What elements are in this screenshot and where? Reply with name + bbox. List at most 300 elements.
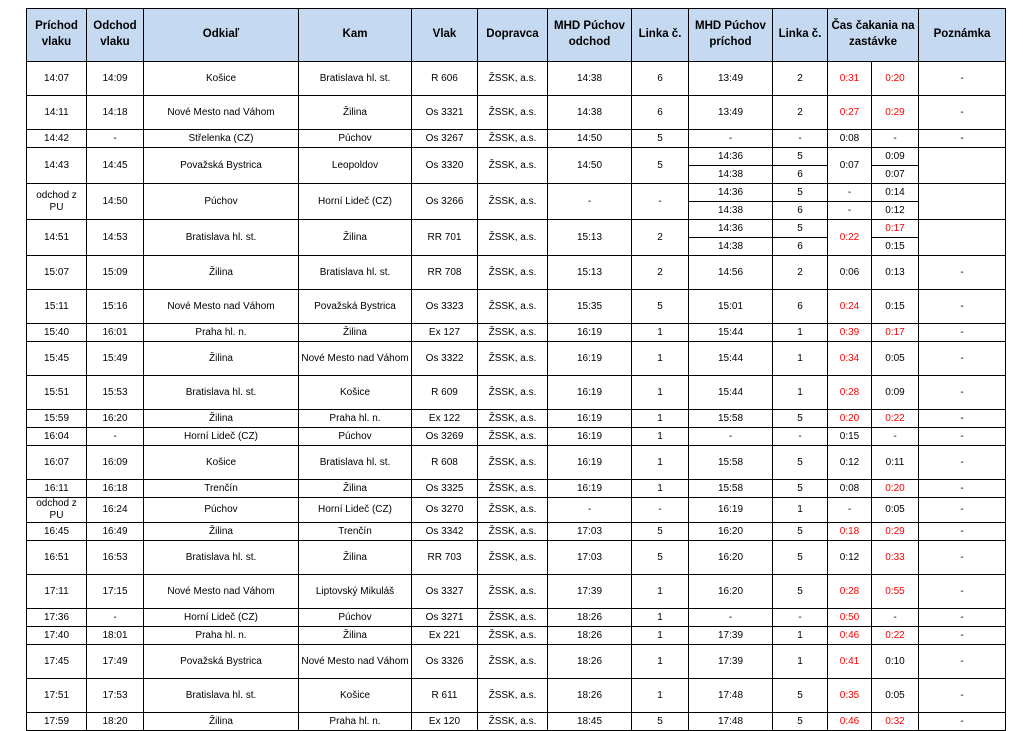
line-arrival-cell: 5: [773, 220, 828, 238]
line-arrival-cell: 5: [773, 541, 828, 575]
train-cell: Os 3327: [412, 575, 478, 609]
line-departure-cell: 1: [632, 324, 689, 342]
table-row: [27, 62, 1006, 96]
mhd-departure-cell: 18:26: [548, 609, 632, 627]
note-cell: -: [919, 498, 1006, 523]
mhd-departure-cell: 18:26: [548, 645, 632, 679]
mhd-arrival-cell: 16:20: [689, 541, 773, 575]
destination-cell: Považská Bystrica: [299, 290, 412, 324]
note-cell: -: [919, 541, 1006, 575]
table-row: [27, 679, 1006, 713]
operator-name: ŽSSK, a.s.: [488, 585, 537, 597]
wait-time-secondary-cell: -: [872, 609, 919, 627]
mhd-arrival-cell: 15:44: [689, 342, 773, 376]
operator-name: ŽSSK, a.s.: [488, 655, 537, 667]
operator-name: ŽSSK, a.s.: [488, 300, 537, 312]
arrival-time-cell: 16:11: [27, 480, 87, 498]
table-row: [27, 148, 1006, 166]
operator-cell: [478, 324, 548, 342]
mhd-arrival-cell: 17:48: [689, 713, 773, 731]
col-header-arrival: Príchod vlaku: [27, 9, 87, 62]
operator-name: ŽSSK, a.s.: [488, 352, 537, 364]
line-arrival-cell: 5: [773, 446, 828, 480]
origin-cell: Považská Bystrica: [144, 645, 299, 679]
note-cell: -: [919, 428, 1006, 446]
line-arrival-cell: 5: [773, 184, 828, 202]
mhd-departure-cell: 17:39: [548, 575, 632, 609]
col-header-operator: Dopravca: [478, 9, 548, 62]
line-departure-cell: 1: [632, 575, 689, 609]
wait-time-secondary-cell: 0:05: [872, 679, 919, 713]
operator-name: ŽSSK, a.s.: [488, 195, 537, 207]
operator-name: ŽSSK, a.s.: [488, 456, 537, 468]
arrival-time-cell: 17:45: [27, 645, 87, 679]
line-departure-cell: 2: [632, 220, 689, 256]
wait-time-secondary-cell: 0:29: [872, 523, 919, 541]
destination-cell: Košice: [299, 679, 412, 713]
destination-cell: Bratislava hl. st.: [299, 256, 412, 290]
wait-time-primary-cell: 0:07: [828, 148, 872, 184]
departure-time-cell: 16:24: [87, 498, 144, 523]
note-cell: -: [919, 130, 1006, 148]
destination-cell: Žilina: [299, 480, 412, 498]
note-cell: -: [919, 342, 1006, 376]
wait-time-secondary-cell: 0:09: [872, 148, 919, 166]
origin-cell: Praha hl. n.: [144, 324, 299, 342]
arrival-time-cell: odchod z PU: [27, 184, 87, 220]
wait-time-secondary-cell: 0:05: [872, 498, 919, 523]
line-arrival-cell: 2: [773, 96, 828, 130]
wait-time-primary-cell: 0:34: [828, 342, 872, 376]
note-cell: -: [919, 256, 1006, 290]
departure-time-cell: -: [87, 428, 144, 446]
arrival-time-cell: 16:04: [27, 428, 87, 446]
departure-time-cell: -: [87, 609, 144, 627]
wait-time-secondary-cell: 0:05: [872, 342, 919, 376]
operator-name: ŽSSK, a.s.: [488, 412, 537, 424]
departure-time-cell: 15:49: [87, 342, 144, 376]
wait-time-secondary-cell: 0:10: [872, 645, 919, 679]
mhd-departure-cell: 16:19: [548, 376, 632, 410]
operator-cell: [478, 713, 548, 731]
mhd-arrival-cell: 16:20: [689, 523, 773, 541]
origin-cell: Košice: [144, 62, 299, 96]
col-header-mhd-arrival: MHD Púchov príchod: [689, 9, 773, 62]
wait-time-secondary-cell: 0:55: [872, 575, 919, 609]
wait-time-secondary-cell: 0:17: [872, 324, 919, 342]
line-arrival-cell: 6: [773, 202, 828, 220]
mhd-departure-cell: 14:50: [548, 130, 632, 148]
train-cell: Os 3323: [412, 290, 478, 324]
departure-time-cell: 15:16: [87, 290, 144, 324]
origin-cell: Bratislava hl. st.: [144, 220, 299, 256]
origin-cell: Nové Mesto nad Váhom: [144, 96, 299, 130]
mhd-departure-cell: 18:45: [548, 713, 632, 731]
departure-time-cell: 18:20: [87, 713, 144, 731]
mhd-departure-cell: 15:13: [548, 256, 632, 290]
line-departure-cell: 6: [632, 62, 689, 96]
arrival-time-cell: 15:40: [27, 324, 87, 342]
line-arrival-cell: 5: [773, 480, 828, 498]
mhd-departure-cell: 16:19: [548, 428, 632, 446]
arrival-time-cell: 14:07: [27, 62, 87, 96]
line-departure-cell: 5: [632, 130, 689, 148]
arrival-time-cell: 17:11: [27, 575, 87, 609]
mhd-arrival-cell: 14:36: [689, 220, 773, 238]
note-cell: -: [919, 324, 1006, 342]
operator-name: ŽSSK, a.s.: [488, 504, 537, 515]
departure-time-cell: 16:01: [87, 324, 144, 342]
note-cell: -: [919, 96, 1006, 130]
wait-time-secondary-cell: 0:32: [872, 713, 919, 731]
wait-time-secondary-cell: 0:14: [872, 184, 919, 202]
arrival-time-cell: 17:59: [27, 713, 87, 731]
train-cell: Ex 120: [412, 713, 478, 731]
destination-cell: Púchov: [299, 609, 412, 627]
departure-time-cell: 17:53: [87, 679, 144, 713]
note-cell: -: [919, 609, 1006, 627]
mhd-departure-cell: -: [548, 184, 632, 220]
note-cell: -: [919, 627, 1006, 645]
destination-cell: Liptovský Mikuláš: [299, 575, 412, 609]
note-cell: -: [919, 645, 1006, 679]
origin-cell: Horní Lideč (CZ): [144, 428, 299, 446]
destination-cell: Žilina: [299, 541, 412, 575]
mhd-departure-cell: 16:19: [548, 480, 632, 498]
train-cell: Ex 122: [412, 410, 478, 428]
train-cell: Os 3326: [412, 645, 478, 679]
departure-time-cell: 17:49: [87, 645, 144, 679]
mhd-arrival-cell: -: [689, 609, 773, 627]
departure-time-cell: 15:09: [87, 256, 144, 290]
operator-cell: [478, 609, 548, 627]
mhd-arrival-cell: 15:44: [689, 324, 773, 342]
destination-cell: Horní Lideč (CZ): [299, 498, 412, 523]
mhd-arrival-cell: 15:58: [689, 410, 773, 428]
operator-cell: [478, 148, 548, 184]
line-departure-cell: 1: [632, 480, 689, 498]
destination-cell: Nové Mesto nad Váhom: [299, 645, 412, 679]
destination-cell: Žilina: [299, 220, 412, 256]
table-row: [27, 184, 1006, 202]
col-header-mhd-departure: MHD Púchov odchod: [548, 9, 632, 62]
line-departure-cell: -: [632, 184, 689, 220]
train-cell: Os 3270: [412, 498, 478, 523]
arrival-time-cell: 16:45: [27, 523, 87, 541]
train-cell: RR 703: [412, 541, 478, 575]
line-arrival-cell: 6: [773, 290, 828, 324]
line-arrival-cell: 5: [773, 575, 828, 609]
arrival-time-cell: 15:51: [27, 376, 87, 410]
table-row: [27, 290, 1006, 324]
destination-cell: Žilina: [299, 96, 412, 130]
line-arrival-cell: 6: [773, 166, 828, 184]
operator-cell: [478, 523, 548, 541]
line-departure-cell: 1: [632, 342, 689, 376]
line-departure-cell: 5: [632, 148, 689, 184]
wait-time-primary-cell: -: [828, 184, 872, 202]
table-row: [27, 428, 1006, 446]
mhd-arrival-cell: 14:36: [689, 184, 773, 202]
origin-cell: Bratislava hl. st.: [144, 376, 299, 410]
arrival-time-cell: 17:51: [27, 679, 87, 713]
destination-cell: Žilina: [299, 627, 412, 645]
departure-time-cell: 14:53: [87, 220, 144, 256]
operator-cell: [478, 627, 548, 645]
origin-cell: Púchov: [144, 184, 299, 220]
operator-name: ŽSSK, a.s.: [488, 629, 537, 641]
destination-cell: Horní Lideč (CZ): [299, 184, 412, 220]
wait-time-primary-cell: 0:08: [828, 480, 872, 498]
departure-time-cell: 14:45: [87, 148, 144, 184]
wait-time-primary-cell: 0:20: [828, 410, 872, 428]
origin-cell: Bratislava hl. st.: [144, 541, 299, 575]
table-row: [27, 609, 1006, 627]
train-cell: Ex 221: [412, 627, 478, 645]
origin-cell: Horní Lideč (CZ): [144, 609, 299, 627]
table-row: [27, 446, 1006, 480]
operator-name: ŽSSK, a.s.: [488, 551, 537, 563]
line-departure-cell: 5: [632, 713, 689, 731]
departure-time-cell: 14:18: [87, 96, 144, 130]
line-arrival-cell: 1: [773, 645, 828, 679]
origin-cell: Považská Bystrica: [144, 148, 299, 184]
table-row: [27, 324, 1006, 342]
timetable-wrapper: [26, 8, 1006, 731]
wait-time-secondary-cell: 0:15: [872, 238, 919, 256]
line-arrival-cell: -: [773, 130, 828, 148]
mhd-arrival-cell: 15:01: [689, 290, 773, 324]
col-header-note: Poznámka: [919, 9, 1006, 62]
train-cell: R 611: [412, 679, 478, 713]
line-arrival-cell: 5: [773, 679, 828, 713]
departure-time-cell: 18:01: [87, 627, 144, 645]
table-row: [27, 130, 1006, 148]
table-row: [27, 627, 1006, 645]
operator-name: ŽSSK, a.s.: [488, 132, 537, 144]
col-header-waiting-time: Čas čakania na zastávke: [828, 9, 919, 62]
line-arrival-cell: -: [773, 609, 828, 627]
line-departure-cell: 5: [632, 541, 689, 575]
operator-name: ŽSSK, a.s.: [488, 386, 537, 398]
destination-cell: Leopoldov: [299, 148, 412, 184]
note-cell: -: [919, 679, 1006, 713]
wait-time-primary-cell: 0:46: [828, 713, 872, 731]
operator-cell: [478, 428, 548, 446]
line-departure-cell: 5: [632, 523, 689, 541]
mhd-arrival-cell: 17:39: [689, 627, 773, 645]
mhd-departure-cell: 16:19: [548, 410, 632, 428]
mhd-departure-cell: 14:38: [548, 62, 632, 96]
line-departure-cell: 1: [632, 410, 689, 428]
arrival-time-cell: 14:42: [27, 130, 87, 148]
train-cell: Os 3320: [412, 148, 478, 184]
note-cell: -: [919, 713, 1006, 731]
line-departure-cell: 2: [632, 256, 689, 290]
arrival-time-cell: 14:11: [27, 96, 87, 130]
operator-name: ŽSSK, a.s.: [488, 715, 537, 727]
origin-cell: Praha hl. n.: [144, 627, 299, 645]
wait-time-primary-cell: 0:27: [828, 96, 872, 130]
note-cell: -: [919, 446, 1006, 480]
note-cell: -: [919, 523, 1006, 541]
departure-time-cell: 16:49: [87, 523, 144, 541]
mhd-arrival-cell: 14:38: [689, 166, 773, 184]
line-departure-cell: 1: [632, 645, 689, 679]
origin-cell: Střelenka (CZ): [144, 130, 299, 148]
train-cell: R 606: [412, 62, 478, 96]
train-cell: Os 3325: [412, 480, 478, 498]
wait-time-primary-cell: -: [828, 498, 872, 523]
wait-time-primary-cell: 0:28: [828, 376, 872, 410]
line-arrival-cell: 5: [773, 410, 828, 428]
arrival-time-cell: odchod z PU: [27, 498, 87, 523]
note-cell: [919, 220, 1006, 256]
operator-cell: [478, 575, 548, 609]
wait-time-primary-cell: 0:15: [828, 428, 872, 446]
arrival-time-cell: 15:07: [27, 256, 87, 290]
wait-time-primary-cell: 0:18: [828, 523, 872, 541]
note-cell: -: [919, 410, 1006, 428]
train-cell: Os 3322: [412, 342, 478, 376]
line-arrival-cell: 5: [773, 713, 828, 731]
wait-time-primary-cell: 0:50: [828, 609, 872, 627]
departure-time-cell: 14:09: [87, 62, 144, 96]
operator-cell: [478, 220, 548, 256]
mhd-arrival-cell: 14:56: [689, 256, 773, 290]
wait-time-primary-cell: 0:24: [828, 290, 872, 324]
train-cell: Ex 127: [412, 324, 478, 342]
header-row: [27, 9, 1006, 62]
operator-cell: [478, 130, 548, 148]
wait-time-primary-cell: 0:12: [828, 541, 872, 575]
operator-cell: [478, 184, 548, 220]
wait-time-secondary-cell: -: [872, 428, 919, 446]
operator-cell: [478, 679, 548, 713]
origin-cell: Žilina: [144, 713, 299, 731]
departure-time-cell: 16:09: [87, 446, 144, 480]
mhd-departure-cell: -: [548, 498, 632, 523]
col-header-from: Odkiaľ: [144, 9, 299, 62]
operator-name: ŽSSK, a.s.: [488, 689, 537, 701]
mhd-arrival-cell: 15:44: [689, 376, 773, 410]
line-arrival-cell: 2: [773, 256, 828, 290]
operator-name: ŽSSK, a.s.: [488, 266, 537, 278]
operator-name: ŽSSK, a.s.: [488, 482, 537, 494]
train-cell: R 609: [412, 376, 478, 410]
wait-time-primary-cell: 0:22: [828, 220, 872, 256]
arrival-time-cell: 14:43: [27, 148, 87, 184]
col-header-to: Kam: [299, 9, 412, 62]
line-arrival-cell: -: [773, 428, 828, 446]
train-cell: RR 701: [412, 220, 478, 256]
line-departure-cell: 5: [632, 290, 689, 324]
operator-cell: [478, 498, 548, 523]
mhd-departure-cell: 16:19: [548, 446, 632, 480]
destination-cell: Trenčín: [299, 523, 412, 541]
line-departure-cell: 1: [632, 627, 689, 645]
note-cell: -: [919, 62, 1006, 96]
note-cell: -: [919, 376, 1006, 410]
destination-cell: Žilina: [299, 324, 412, 342]
mhd-departure-cell: 14:50: [548, 148, 632, 184]
wait-time-primary-cell: 0:39: [828, 324, 872, 342]
table-row: [27, 376, 1006, 410]
line-departure-cell: 1: [632, 679, 689, 713]
wait-time-secondary-cell: 0:33: [872, 541, 919, 575]
wait-time-secondary-cell: 0:20: [872, 480, 919, 498]
arrival-time-cell: 15:45: [27, 342, 87, 376]
operator-cell: [478, 256, 548, 290]
mhd-departure-cell: 18:26: [548, 679, 632, 713]
mhd-departure-cell: 18:26: [548, 627, 632, 645]
line-departure-cell: 1: [632, 446, 689, 480]
arrival-time-cell: 14:51: [27, 220, 87, 256]
line-arrival-cell: 6: [773, 238, 828, 256]
operator-cell: [478, 342, 548, 376]
origin-cell: Púchov: [144, 498, 299, 523]
operator-cell: [478, 290, 548, 324]
destination-cell: Nové Mesto nad Váhom: [299, 342, 412, 376]
wait-time-secondary-cell: -: [872, 130, 919, 148]
origin-cell: Nové Mesto nad Váhom: [144, 575, 299, 609]
table-row: [27, 541, 1006, 575]
mhd-arrival-cell: 15:58: [689, 446, 773, 480]
mhd-arrival-cell: 15:58: [689, 480, 773, 498]
wait-time-secondary-cell: 0:09: [872, 376, 919, 410]
operator-cell: [478, 62, 548, 96]
departure-time-cell: 16:53: [87, 541, 144, 575]
table-row: [27, 480, 1006, 498]
origin-cell: Žilina: [144, 410, 299, 428]
wait-time-secondary-cell: 0:17: [872, 220, 919, 238]
table-row: [27, 498, 1006, 523]
operator-cell: [478, 96, 548, 130]
line-departure-cell: 1: [632, 609, 689, 627]
mhd-arrival-cell: 14:38: [689, 238, 773, 256]
mhd-arrival-cell: 14:38: [689, 202, 773, 220]
mhd-departure-cell: 17:03: [548, 523, 632, 541]
mhd-arrival-cell: 13:49: [689, 62, 773, 96]
line-arrival-cell: 5: [773, 523, 828, 541]
line-departure-cell: 6: [632, 96, 689, 130]
note-cell: -: [919, 480, 1006, 498]
mhd-arrival-cell: 17:39: [689, 645, 773, 679]
connection-timetable: [26, 8, 1006, 731]
operator-cell: [478, 541, 548, 575]
mhd-arrival-cell: -: [689, 130, 773, 148]
destination-cell: Púchov: [299, 428, 412, 446]
train-cell: Os 3269: [412, 428, 478, 446]
wait-time-primary-cell: 0:35: [828, 679, 872, 713]
mhd-departure-cell: 17:03: [548, 541, 632, 575]
arrival-time-cell: 17:40: [27, 627, 87, 645]
wait-time-primary-cell: 0:41: [828, 645, 872, 679]
wait-time-secondary-cell: 0:12: [872, 202, 919, 220]
mhd-arrival-cell: 13:49: [689, 96, 773, 130]
operator-name: ŽSSK, a.s.: [488, 525, 537, 537]
table-row: [27, 410, 1006, 428]
operator-name: ŽSSK, a.s.: [488, 159, 537, 171]
origin-cell: Košice: [144, 446, 299, 480]
line-arrival-cell: 1: [773, 376, 828, 410]
departure-time-cell: 17:15: [87, 575, 144, 609]
operator-cell: [478, 645, 548, 679]
operator-name: ŽSSK, a.s.: [488, 430, 537, 442]
line-departure-cell: 1: [632, 428, 689, 446]
wait-time-secondary-cell: 0:15: [872, 290, 919, 324]
note-cell: [919, 184, 1006, 220]
